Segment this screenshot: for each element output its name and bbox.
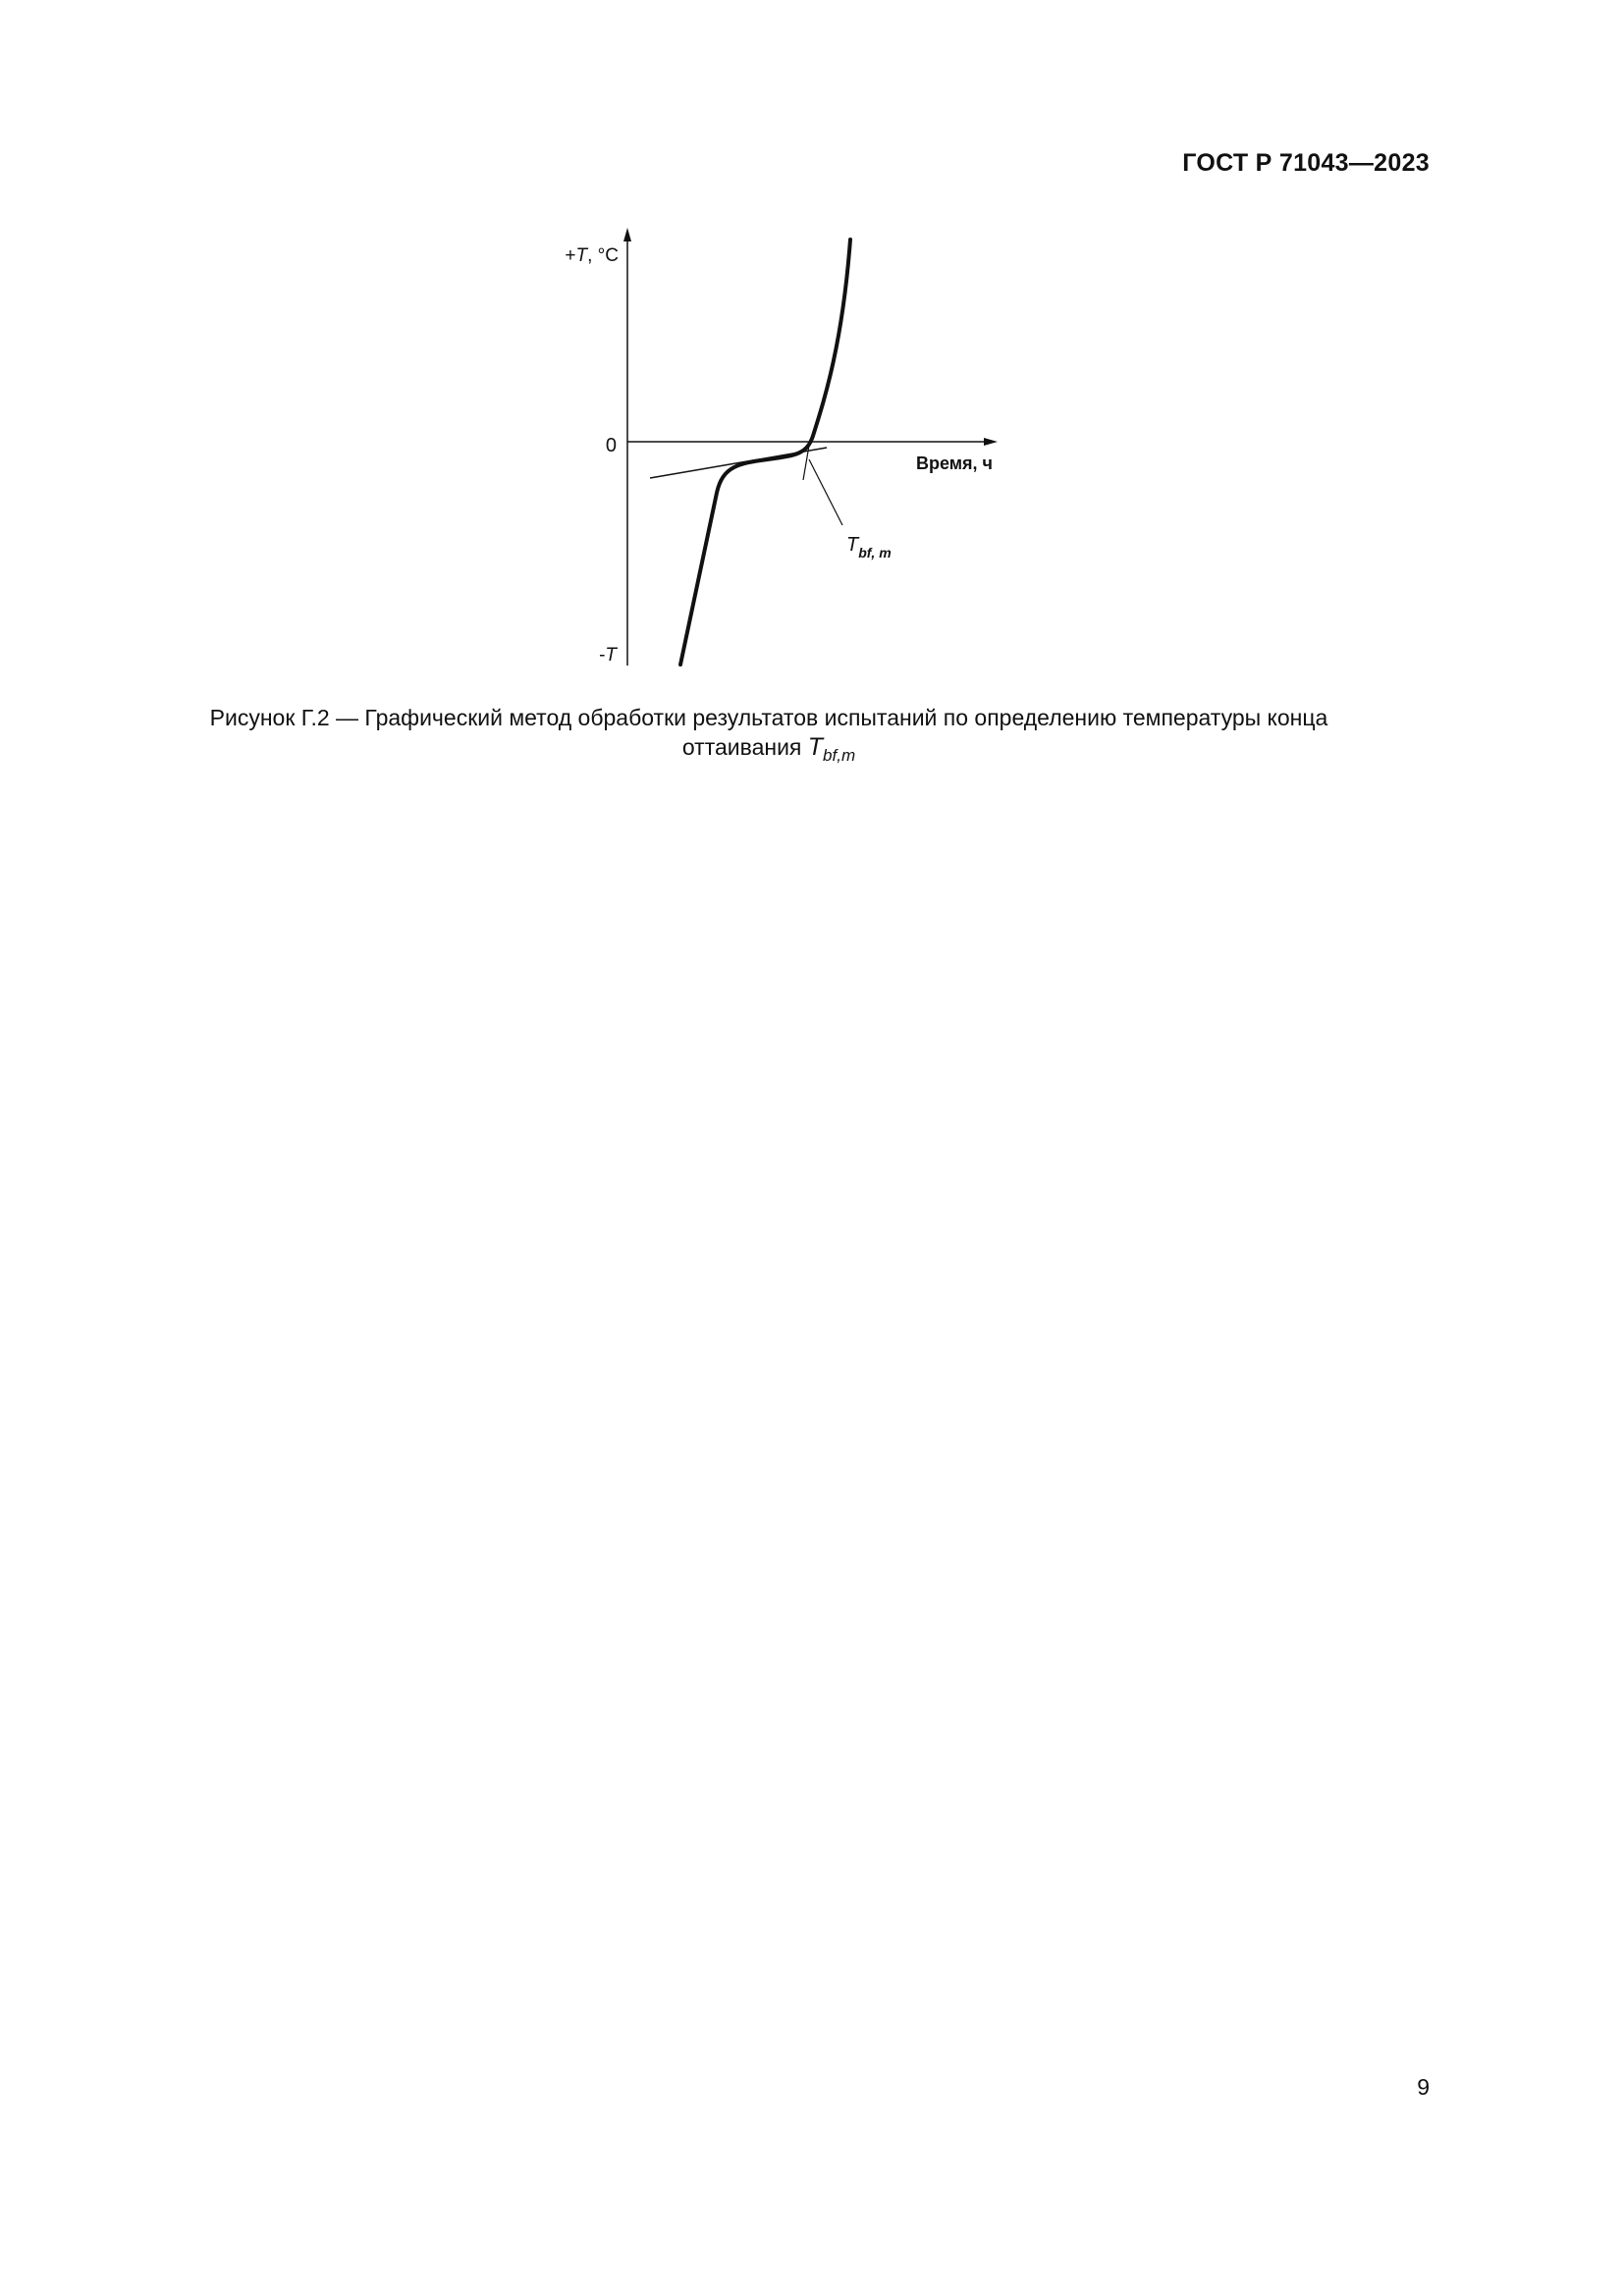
leader-line	[809, 459, 842, 525]
caption-subscript: bf,m	[823, 746, 856, 765]
y-axis-arrow	[623, 228, 631, 241]
figure-caption	[147, 703, 1390, 771]
point-label	[846, 534, 892, 561]
y-bottom-label-symbol: T	[605, 645, 617, 666]
thawing-curve	[680, 240, 850, 665]
y-axis-label-unit: , °C	[587, 245, 619, 266]
caption-line-2-text: оттаивания	[681, 734, 808, 760]
standard-code: ГОСТ Р 71043—2023	[1182, 149, 1430, 177]
x-axis-arrow	[984, 438, 998, 446]
x-axis-label: Время, ч	[915, 454, 993, 473]
y-axis-label-prefix: +	[565, 245, 576, 266]
thawing-graph	[550, 226, 1011, 677]
caption-line-2	[147, 732, 1390, 771]
caption-symbol: T	[807, 733, 824, 761]
zero-label: 0	[605, 435, 617, 456]
graph-canvas	[550, 226, 1011, 677]
page-number: 9	[1417, 2074, 1430, 2100]
caption-line-1: Рисунок Г.2 — Графический метод обработки результатов испытаний по определению температуры конца	[209, 705, 1328, 730]
point-label-symbol: T	[846, 534, 859, 556]
y-bottom-label-prefix: -	[599, 645, 606, 666]
y-axis-label-symbol: T	[575, 245, 588, 266]
point-label-subscript: bf, m	[858, 545, 892, 561]
y-bottom-label	[599, 645, 618, 666]
y-axis-label	[565, 245, 619, 266]
